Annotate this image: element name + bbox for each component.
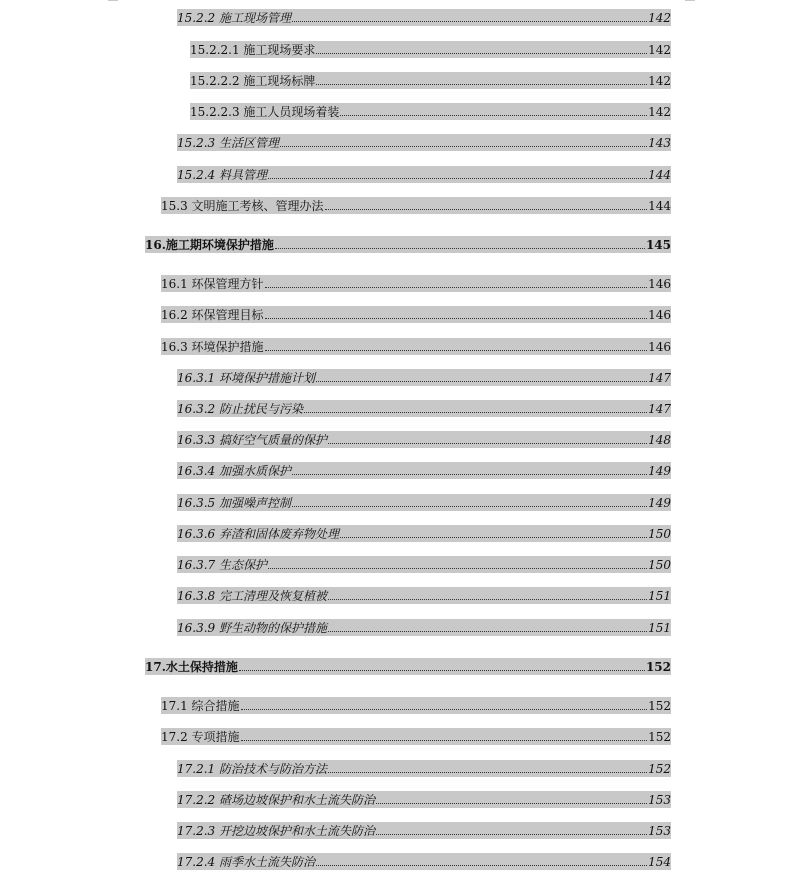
toc-entry-title: 15.2.2.3 施工人员现场着装 xyxy=(190,105,340,119)
toc-entry-title: 17.2.2 碴场边坡保护和水土流失防治 xyxy=(177,793,375,807)
toc-dot-leader xyxy=(292,21,647,22)
toc-entry-title: 15.2.2 施工现场管理 xyxy=(177,11,291,25)
toc-page-number: 146 xyxy=(648,277,671,291)
toc-page-number: 142 xyxy=(648,43,671,57)
toc-entry[interactable] xyxy=(177,619,671,636)
toc-dot-leader xyxy=(328,631,647,632)
toc-entry[interactable] xyxy=(177,791,671,808)
toc-entry[interactable] xyxy=(177,587,671,604)
toc-entry-title: 16.3.2 防止扰民与污染 xyxy=(177,402,303,416)
toc-entry[interactable] xyxy=(190,41,671,58)
toc-entry-title: 16.3.8 完工清理及恢复植被 xyxy=(177,589,327,603)
toc-entry[interactable] xyxy=(177,400,671,417)
toc-dot-leader xyxy=(340,115,647,116)
toc-entry-title: 15.2.4 料具管理 xyxy=(177,168,267,182)
toc-entry[interactable] xyxy=(177,134,671,151)
toc-page-number: 147 xyxy=(648,402,671,416)
toc-dot-leader xyxy=(268,178,647,179)
toc-page-number: 152 xyxy=(645,660,671,674)
toc-entry-title: 15.2.2.2 施工现场标牌 xyxy=(190,74,316,88)
toc-page-number: 146 xyxy=(648,340,671,354)
toc-dot-leader xyxy=(328,443,647,444)
toc-entry-title: 16.施工期环境保护措施 xyxy=(145,238,274,252)
toc-entry-title: 15.2.3 生活区管理 xyxy=(177,136,279,150)
toc-entry-title: 16.3.4 加强水质保护 xyxy=(177,464,291,478)
toc-page-number: 149 xyxy=(648,496,671,510)
toc-dot-leader xyxy=(275,248,645,249)
toc-page-number: 153 xyxy=(648,793,671,807)
toc-entry[interactable] xyxy=(161,275,671,292)
toc-dot-leader xyxy=(328,772,647,773)
toc-entry[interactable] xyxy=(177,822,671,839)
toc-entry[interactable] xyxy=(177,494,671,511)
toc-page-number: 148 xyxy=(648,433,671,447)
toc-dot-leader xyxy=(239,670,645,671)
toc-entry[interactable] xyxy=(177,431,671,448)
toc-dot-leader xyxy=(325,209,648,210)
toc-entry-title: 16.3.7 生态保护 xyxy=(177,558,267,572)
toc-page-number: 154 xyxy=(648,855,671,869)
toc-dot-leader xyxy=(376,803,647,804)
toc-dot-leader xyxy=(265,287,648,288)
toc-entry[interactable] xyxy=(190,72,671,89)
toc-entry-title: 17.2.1 防治技术与防治方法 xyxy=(177,762,327,776)
toc-entry[interactable] xyxy=(177,556,671,573)
toc-dot-leader xyxy=(316,84,647,85)
toc-page-number: 151 xyxy=(648,621,671,635)
toc-entry-title: 17.2 专项措施 xyxy=(161,730,240,744)
toc-entry[interactable] xyxy=(145,236,671,253)
toc-dot-leader xyxy=(340,537,647,538)
toc-entry-title: 16.3.3 搞好空气质量的保护 xyxy=(177,433,327,447)
toc-entry-title: 16.3.6 弃渣和固体废弃物处理 xyxy=(177,527,339,541)
toc-page-number: 152 xyxy=(648,730,671,744)
toc-entry-title: 16.3.5 加强噪声控制 xyxy=(177,496,291,510)
toc-page-number: 142 xyxy=(648,105,671,119)
toc-entry[interactable] xyxy=(177,853,671,870)
toc-entry-title: 16.3.1 环境保护措施计划 xyxy=(177,371,315,385)
toc-entry[interactable] xyxy=(161,728,671,745)
toc-page-number: 150 xyxy=(648,527,671,541)
toc-entry[interactable] xyxy=(190,103,671,120)
toc-entry-title: 17.2.3 开挖边坡保护和水土流失防治 xyxy=(177,824,375,838)
toc-page-number: 150 xyxy=(648,558,671,572)
toc-dot-leader xyxy=(268,568,647,569)
toc-page-number: 153 xyxy=(648,824,671,838)
toc-entry[interactable] xyxy=(177,166,671,183)
toc-page-number: 147 xyxy=(648,371,671,385)
toc-page-number: 146 xyxy=(648,308,671,322)
toc-dot-leader xyxy=(292,474,647,475)
toc-dot-leader xyxy=(304,412,647,413)
toc-page-number: 143 xyxy=(648,136,671,150)
toc-entry-title: 16.1 环保管理方针 xyxy=(161,277,264,291)
toc-page-number: 152 xyxy=(648,699,671,713)
toc-entry-title: 16.2 环保管理目标 xyxy=(161,308,264,322)
toc-dot-leader xyxy=(328,599,647,600)
toc-entry-title: 15.2.2.1 施工现场要求 xyxy=(190,43,316,57)
toc-dot-leader xyxy=(265,318,648,319)
toc-entry[interactable] xyxy=(177,760,671,777)
toc-dot-leader xyxy=(265,350,648,351)
toc-entry-title: 17.水土保持措施 xyxy=(145,660,238,674)
toc-entry[interactable] xyxy=(161,697,671,714)
toc-page-number: 144 xyxy=(648,199,671,213)
toc-entry[interactable] xyxy=(177,525,671,542)
toc-dot-leader xyxy=(376,834,647,835)
toc-entry-title: 15.3 文明施工考核、管理办法 xyxy=(161,199,324,213)
toc-entry[interactable] xyxy=(161,306,671,323)
toc-entry[interactable] xyxy=(177,369,671,386)
toc-page-number: 149 xyxy=(648,464,671,478)
toc-page-number: 145 xyxy=(645,238,671,252)
toc-entry[interactable] xyxy=(177,9,671,26)
toc-dot-leader xyxy=(316,381,647,382)
toc-entry[interactable] xyxy=(145,658,671,675)
toc-entry[interactable] xyxy=(177,462,671,479)
toc-dot-leader xyxy=(292,506,647,507)
toc-dot-leader xyxy=(280,146,647,147)
toc-entry[interactable] xyxy=(161,197,671,214)
toc-entry-title: 17.2.4 雨季水土流失防治 xyxy=(177,855,315,869)
toc-entry-title: 17.1 综合措施 xyxy=(161,699,240,713)
toc-entry-title: 16.3.9 野生动物的保护措施 xyxy=(177,621,327,635)
toc-entry-title: 16.3 环境保护措施 xyxy=(161,340,264,354)
toc-dot-leader xyxy=(316,865,647,866)
toc-page-number: 152 xyxy=(648,762,671,776)
toc-page-number: 144 xyxy=(648,168,671,182)
toc-dot-leader xyxy=(241,709,648,710)
toc-dot-leader xyxy=(241,740,648,741)
toc-page-number: 151 xyxy=(648,589,671,603)
toc-dot-leader xyxy=(316,53,647,54)
toc-page-number: 142 xyxy=(648,11,671,25)
toc-entry[interactable] xyxy=(161,338,671,355)
toc-page-number: 142 xyxy=(648,74,671,88)
